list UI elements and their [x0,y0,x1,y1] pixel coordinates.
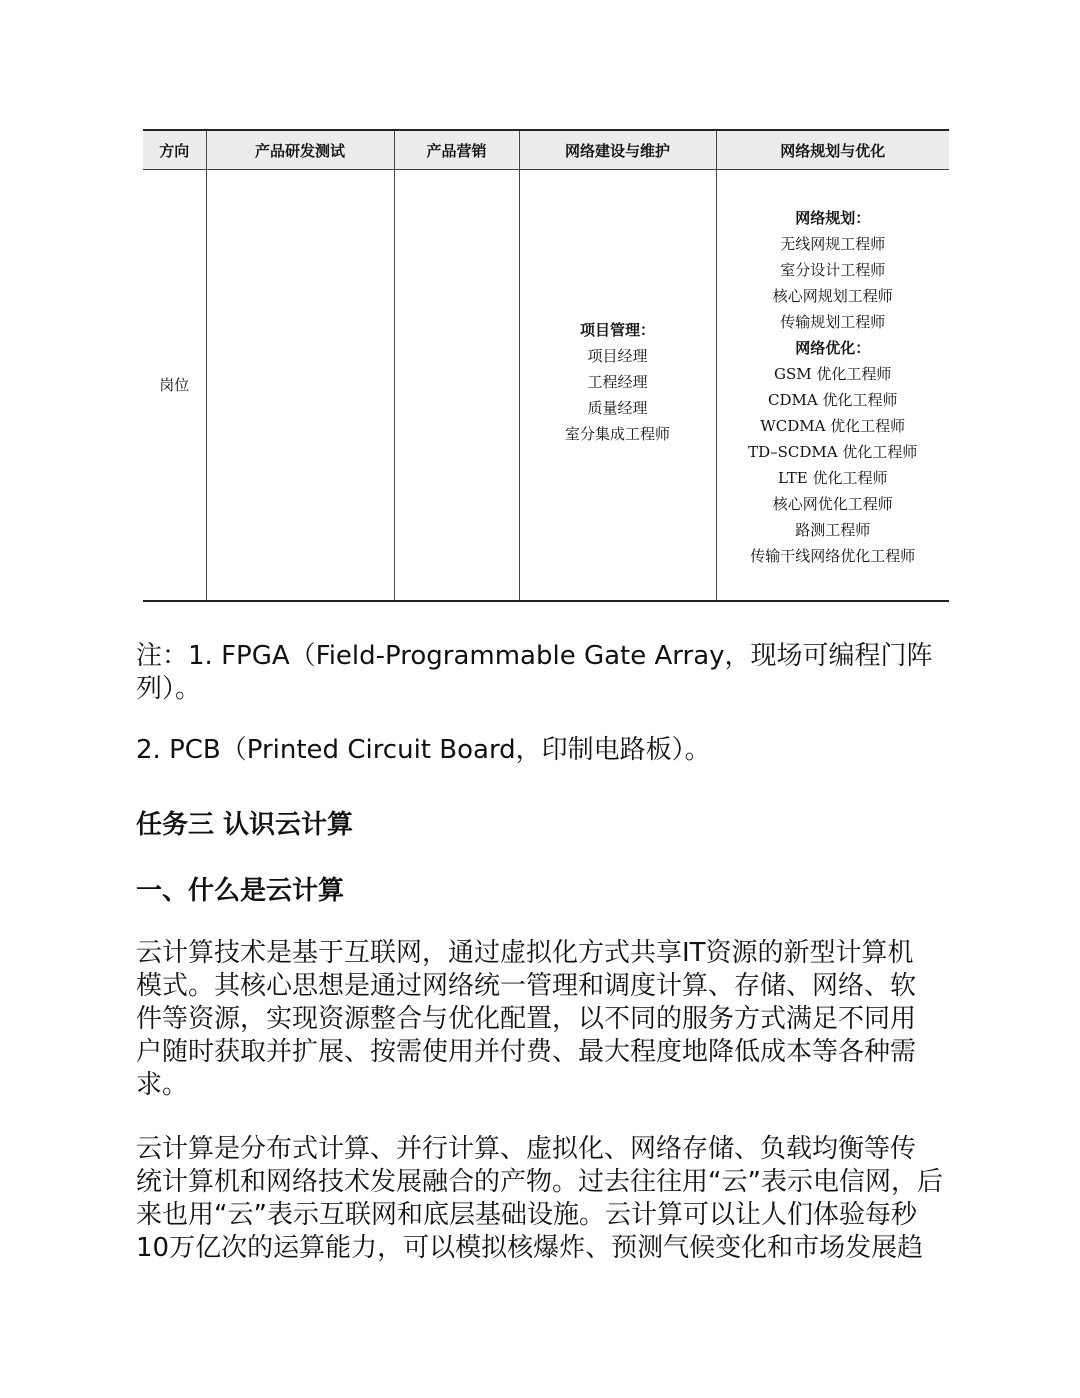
job-direction-table [143,129,949,602]
paragraph-line: 件等资源，实现资源整合与优化配置，以不同的服务方式满足不同用 [136,1004,917,1034]
list-item: LTE 优化工程师 [778,469,888,487]
note-1-line-2: 列）。 [136,674,202,704]
header-network-build: 网络建设与维护 [519,130,716,170]
list-item: 质量经理 [587,399,648,417]
network-build-cell [519,170,716,602]
list-item: WCDMA 优化工程师 [760,417,906,435]
header-network-plan: 网络规划与优化 [716,130,949,170]
list-item: 工程经理 [587,373,648,391]
list-item: 路测工程师 [795,521,871,539]
project-management-title: 项目管理： [579,321,655,339]
header-rd-test: 产品研发测试 [206,130,394,170]
table-header-row [143,130,949,170]
job-table-container [143,129,949,602]
header-marketing: 产品营销 [394,130,519,170]
header-direction: 方向 [143,130,206,170]
note-1 [136,640,946,706]
list-item: 室分设计工程师 [780,261,886,279]
paragraph-line: 统计算机和网络技术发展融合的产物。过去往往用“云”表示电信网，后 [136,1167,943,1197]
network-planning-title: 网络规划： [795,209,871,227]
table-row [143,170,949,602]
paragraph-line: 模式。其核心思想是通过网络统一管理和调度计算、存储、网络、软 [136,971,917,1001]
section-subtitle: 一、什么是云计算 [136,876,345,906]
paragraph-line: 户随时获取并扩展、按需使用并付费、最大程度地降低成本等各种需 [136,1037,917,1067]
paragraph-line: 云计算技术是基于互联网，通过虚拟化方式共享IT资源的新型计算机 [136,938,914,968]
list-item: 室分集成工程师 [564,425,670,443]
note-2 [136,734,946,767]
paragraph-line: 来也用“云”表示互联网和底层基础设施。云计算可以让人们体验每秒 [136,1200,917,1230]
paragraph-1 [136,937,946,1102]
task-title: 任务三 认识云计算 [136,810,354,840]
list-item: CDMA 优化工程师 [768,391,898,409]
network-optimization-title: 网络优化： [795,339,871,357]
row-label: 岗位 [159,375,190,394]
note-2-text: 2. PCB（Printed Circuit Board，印制电路板）。 [136,735,711,765]
rd-test-cell [206,170,394,602]
list-item: GSM 优化工程师 [774,365,892,383]
list-item: 传输规划工程师 [780,313,886,331]
list-item: 核心网规划工程师 [772,287,893,305]
paragraph-line: 云计算是分布式计算、并行计算、虚拟化、网络存储、负载均衡等传 [136,1134,917,1164]
list-item: 无线网规工程师 [780,235,886,253]
paragraph-line: 求。 [136,1070,189,1100]
list-item: 传输干线网络优化工程师 [750,547,916,565]
list-item: 项目经理 [587,347,648,365]
row-label-cell [143,170,206,602]
marketing-cell [394,170,519,602]
network-plan-cell [716,170,949,602]
list-item: TD–SCDMA 优化工程师 [748,443,918,461]
paragraph-line: 10万亿次的运算能力，可以模拟核爆炸、预测气候变化和市场发展趋 [136,1233,924,1263]
list-item: 核心网优化工程师 [772,495,893,513]
note-1-line-1: 注：1. FPGA（Field-Programmable Gate Array，现场可编程门阵 [136,641,933,671]
paragraph-2 [136,1133,946,1265]
